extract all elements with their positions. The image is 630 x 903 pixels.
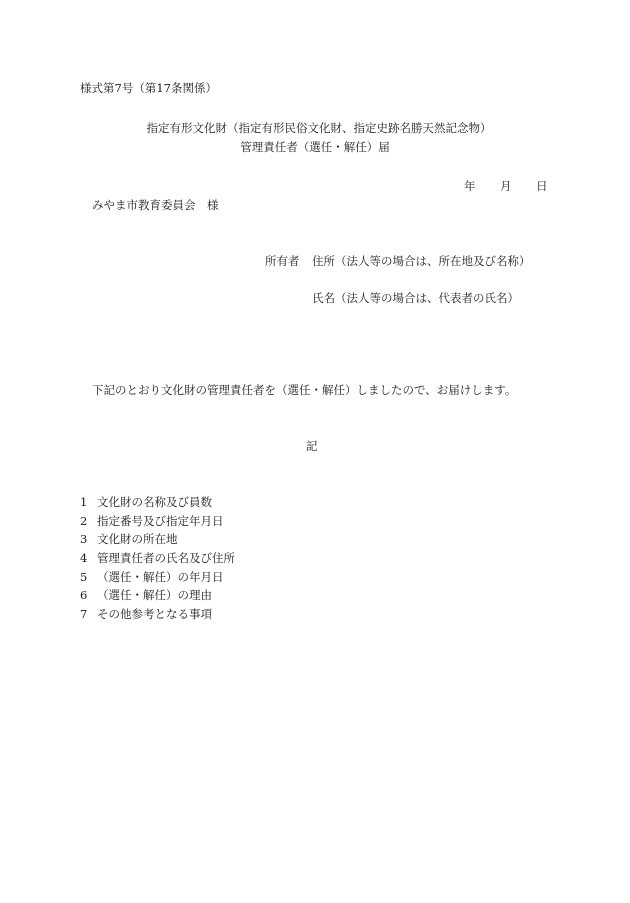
ki-heading: 記 <box>306 439 318 453</box>
item-number: 5 <box>80 569 88 584</box>
item-list <box>80 496 550 627</box>
item-number: 1 <box>80 495 88 509</box>
owner-role-label: 所有者 <box>265 254 300 268</box>
item-text: （選任・解任）の理由 <box>97 588 212 603</box>
list-item <box>80 515 550 534</box>
item-number: 4 <box>80 551 88 566</box>
owner-name-label: 氏名（法人等の場合は、代表者の氏名） <box>312 291 519 305</box>
item-text: その他参考となる事項 <box>97 607 212 622</box>
item-number: 3 <box>80 532 88 547</box>
body-text: 下記のとおり文化財の管理責任者を（選任・解任）しましたので、お届けします。 <box>92 383 517 397</box>
list-item <box>80 533 550 552</box>
item-text: 管理責任者の氏名及び住所 <box>97 551 235 566</box>
addressee: みやま市教育委員会 様 <box>92 198 219 212</box>
document-title-line-1: 指定有形文化財（指定有形民俗文化財、指定史跡名勝天然記念物） <box>146 121 492 135</box>
date-day-label: 日 <box>536 179 548 193</box>
list-item <box>80 571 550 590</box>
list-item <box>80 496 550 515</box>
list-item <box>80 552 550 571</box>
item-number: 6 <box>80 588 88 603</box>
item-text: （選任・解任）の年月日 <box>97 569 224 584</box>
item-number: 7 <box>80 607 88 622</box>
owner-address-label: 住所（法人等の場合は、所在地及び名称） <box>312 254 531 268</box>
list-item <box>80 608 550 627</box>
list-item <box>80 589 550 608</box>
date-month-label: 月 <box>500 179 512 193</box>
date-year-label: 年 <box>464 179 476 193</box>
item-text: 文化財の名称及び員数 <box>97 495 212 509</box>
document-title-line-2: 管理責任者（選任・解任）届 <box>240 140 390 154</box>
item-number: 2 <box>80 513 88 528</box>
form-number: 様式第7号（第17条関係） <box>80 81 217 95</box>
item-text: 指定番号及び指定年月日 <box>97 513 224 528</box>
item-text: 文化財の所在地 <box>97 532 178 547</box>
